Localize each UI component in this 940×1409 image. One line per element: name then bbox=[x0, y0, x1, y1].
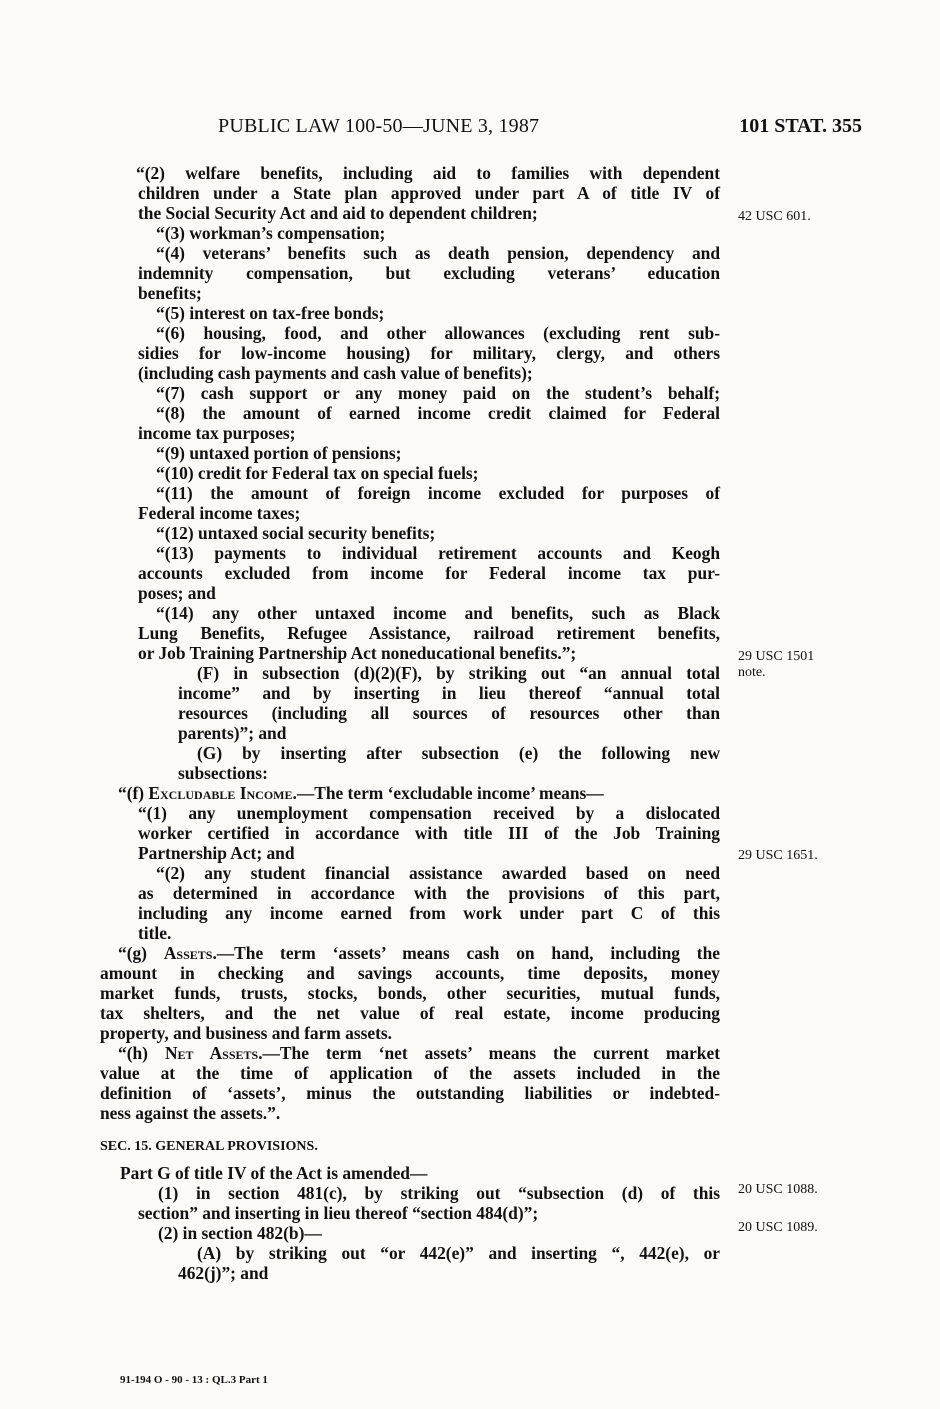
text-line: “(2) welfare benefits, including aid to families with dependent bbox=[136, 163, 720, 183]
text-fragment: .—The term ‘excludable income’ means— bbox=[292, 783, 604, 803]
text-line: worker certified in accordance with title III of the Job Training bbox=[138, 823, 720, 843]
margin-note: 29 USC 1501 bbox=[738, 649, 815, 664]
text-line: accounts excluded from income for Federal income tax pur- bbox=[138, 563, 720, 583]
margin-note: 20 USC 1088. bbox=[738, 1182, 818, 1197]
text-line: resources (including all sources of resources other than bbox=[178, 703, 720, 723]
margin-note: 42 USC 601. bbox=[738, 209, 811, 224]
text-fragment: “(g) bbox=[118, 943, 164, 963]
text-line: section” and inserting in lieu thereof “section 484(d)”; bbox=[138, 1203, 539, 1223]
text-line: (2) in section 482(b)— bbox=[158, 1223, 322, 1243]
text-line: market funds, trusts, stocks, bonds, other securities, mutual funds, bbox=[100, 983, 720, 1003]
text-line: income tax purposes; bbox=[138, 423, 296, 443]
text-line: Part G of title IV of the Act is amended— bbox=[120, 1163, 428, 1183]
running-header bbox=[0, 115, 940, 145]
text-line: “(2) any student financial assistance awarded based on need bbox=[156, 863, 720, 883]
text-line: as determined in accordance with the provisions of this part, bbox=[138, 883, 720, 903]
text-line: including any income earned from work under part C of this bbox=[138, 903, 720, 923]
text-line: “(6) housing, food, and other allowances (excluding rent sub- bbox=[156, 323, 720, 343]
text-line: children under a State plan approved under part A of title IV of bbox=[138, 183, 720, 203]
text-line: (G) by inserting after subsection (e) the following new bbox=[197, 743, 720, 763]
text-line: indemnity compensation, but excluding veterans’ education bbox=[138, 263, 720, 283]
text-line: “(8) the amount of earned income credit claimed for Federal bbox=[156, 403, 720, 423]
text-line: Federal income taxes; bbox=[138, 503, 301, 523]
text-line: “(4) veterans’ benefits such as death pension, dependency and bbox=[156, 243, 720, 263]
text-line: “(3) workman’s compensation; bbox=[156, 223, 386, 243]
text-line: “(5) interest on tax-free bonds; bbox=[156, 303, 385, 323]
text-line: “(7) cash support or any money paid on the student’s behalf; bbox=[156, 383, 720, 403]
text-fragment: “(h) bbox=[118, 1043, 165, 1063]
text-line: definition of ‘assets’, minus the outstanding liabilities or indebted- bbox=[100, 1083, 720, 1103]
body-text bbox=[100, 163, 720, 1283]
text-line: (A) by striking out “or 442(e)” and inserting “, 442(e), or bbox=[197, 1243, 720, 1263]
text-line: the Social Security Act and aid to dependent children; bbox=[138, 203, 538, 223]
text-fragment: “(f) bbox=[118, 783, 149, 803]
text-line: Partnership Act; and bbox=[138, 843, 295, 863]
text-line: subsections: bbox=[178, 763, 268, 783]
text-line: “(14) any other untaxed income and benefits, such as Black bbox=[156, 603, 720, 623]
text-line: 462(j)”; and bbox=[178, 1263, 269, 1283]
text-line: parents)”; and bbox=[178, 723, 287, 743]
header-title: PUBLIC LAW 100-50—JUNE 3, 1987 bbox=[218, 115, 540, 137]
text-line: benefits; bbox=[138, 283, 202, 303]
text-line: amount in checking and savings accounts, time deposits, money bbox=[100, 963, 720, 983]
text-line: sidies for low-income housing) for military, clergy, and others bbox=[138, 343, 720, 363]
text-line: “(9) untaxed portion of pensions; bbox=[156, 443, 402, 463]
text-line: ness against the assets.”. bbox=[100, 1103, 281, 1123]
text-line bbox=[100, 943, 720, 963]
text-line: “(13) payments to individual retirement accounts and Keogh bbox=[156, 543, 720, 563]
section-heading: SEC. 15. GENERAL PROVISIONS. bbox=[100, 1139, 318, 1154]
text-line: “(10) credit for Federal tax on special fuels; bbox=[156, 463, 479, 483]
text-fragment: .—The term ‘assets’ means cash on hand, including the bbox=[212, 943, 720, 963]
text-line: or Job Training Partnership Act noneducational benefits.”; bbox=[138, 643, 577, 663]
text-line bbox=[100, 783, 720, 803]
text-line: property, and business and farm assets. bbox=[100, 1023, 392, 1043]
text-line: value at the time of application of the assets included in the bbox=[100, 1063, 720, 1083]
text-line: “(12) untaxed social security benefits; bbox=[156, 523, 436, 543]
margin-note: 20 USC 1089. bbox=[738, 1220, 818, 1235]
text-line: (1) in section 481(c), by striking out “subsection (d) of this bbox=[158, 1183, 720, 1203]
text-line bbox=[100, 1043, 720, 1063]
margin-note: 29 USC 1651. bbox=[738, 848, 818, 863]
statute-page-number: 101 STAT. 355 bbox=[739, 115, 862, 137]
print-footer: 91-194 O - 90 - 13 : QL.3 Part 1 bbox=[120, 1374, 268, 1386]
text-line: poses; and bbox=[138, 583, 216, 603]
text-line: (including cash payments and cash value of benefits); bbox=[138, 363, 533, 383]
defined-term-heading: Net Assets bbox=[164, 1043, 259, 1063]
text-line: tax shelters, and the net value of real estate, income producing bbox=[100, 1003, 720, 1023]
text-line: income” and by inserting in lieu thereof “annual total bbox=[178, 683, 720, 703]
text-line: (F) in subsection (d)(2)(F), by striking out “an annual total bbox=[197, 663, 720, 683]
text-line: Lung Benefits, Refugee Assistance, railroad retirement benefits, bbox=[138, 623, 720, 643]
text-line: “(11) the amount of foreign income excluded for purposes of bbox=[156, 483, 720, 503]
text-fragment: .—The term ‘net assets’ means the current market bbox=[258, 1043, 720, 1063]
defined-term-heading: Excludable Income bbox=[148, 783, 293, 803]
defined-term-heading: Assets bbox=[163, 943, 213, 963]
text-line: “(1) any unemployment compensation received by a dislocated bbox=[138, 803, 720, 823]
text-line: title. bbox=[138, 923, 172, 943]
margin-note: note. bbox=[738, 665, 766, 680]
